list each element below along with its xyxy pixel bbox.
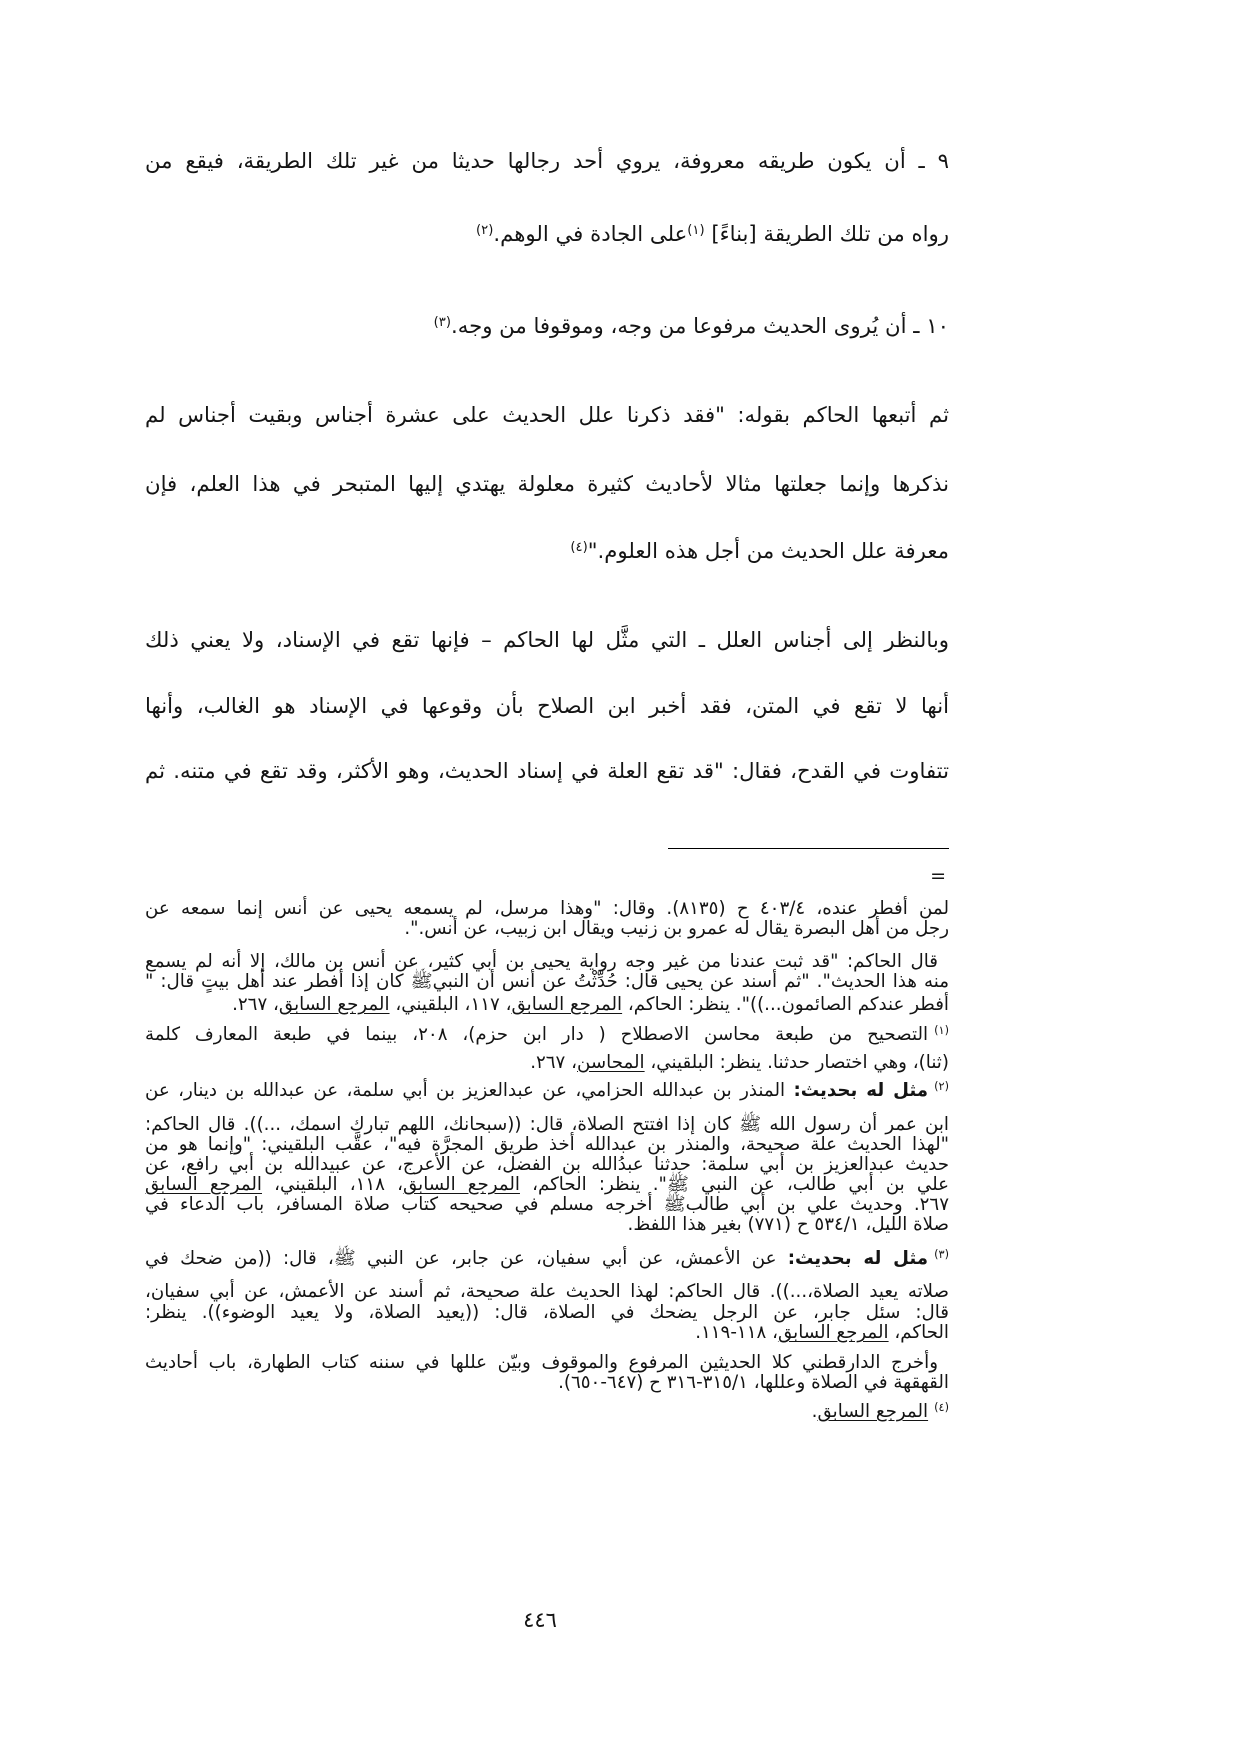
body-line-2 xyxy=(145,215,949,255)
footnote-text: أفطر عندكم الصائمون...))". ينظر: الحاكم، xyxy=(622,994,949,1015)
footnote-3-line-6: القهقهة في الصلاة وعللها، ٣١٥/١-٣١٦ ح (٦٤٧-٦٥٠). xyxy=(558,1372,949,1393)
reference-underlined: المرجع السابق xyxy=(817,1401,929,1422)
footnote-marker-4: (٤) xyxy=(934,1400,949,1414)
footnote-2-line-3: "لهذا الحديث علة صحيحة، والمنذر بن عبدالله أخذ طريق المجرَّة فيه"، عقَّب البلقيني: "وإنما هو من xyxy=(145,1134,949,1155)
body-line-1: ٩ ـ أن يكون طريقه معروفة، يروي أحد رجالها حديثا من غير تلك الطريقة، فيقع من xyxy=(145,149,949,174)
footnote-4-line-1 xyxy=(145,1400,949,1424)
footnote-3-line-2: صلاته يعيد الصلاة،...)). قال الحاكم: لهذا الحديث علة صحيحة، ثم أسند عن الأعمش، عن أبي سفيان، xyxy=(145,1281,949,1302)
footnote-3-line-5: وأخرج الدارقطني كلا الحديثين المرفوع والموقوف وبيّن عللها في سننه كتاب الطهارة، باب أحاديث xyxy=(145,1352,938,1373)
body-line-4: ثم أتبعها الحاكم بقوله: "فقد ذكرنا علل الحديث على عشرة أجناس وبقيت أجناس لم xyxy=(145,403,949,428)
footnote-3-line-3: قال: سئل جابر، عن الرجل يضحك في الصلاة، قال: ((يعيد الصلاة، ولا يعيد الوضوء)). ينظر: xyxy=(145,1302,949,1323)
body-line-9: تتفاوت في القدح، فقال: "قد تقع العلة في إسناد الحديث، وهو الأكثر، وقد تقع في متنه. ثم xyxy=(145,759,949,784)
footnote-marker-2: (٢) xyxy=(934,1079,949,1093)
footnote-text: (ثنا)، وهي اختصار حدثنا. ينظر: البلقيني، xyxy=(644,1052,949,1073)
footnote-carryover-line-2: رجل من أهل البصرة يقال له عمرو بن زنيب ويقال ابن زبيب، عن أنس.". xyxy=(404,918,949,939)
footnote-3-line-1 xyxy=(145,1247,949,1271)
footnote-text: المنذر بن عبدالله الحزامي، عن عبدالعزيز بن أبي سلمة، عن عبدالله بن دينار، عن xyxy=(145,1080,794,1101)
footnote-carryover-line-1: لمن أفطر عنده، ٤٠٣/٤ ح (٨١٣٥). وقال: "وهذا مرسل، لم يسمعه يحيى عن أنس إنما سمعه عن xyxy=(145,898,950,919)
footnote-text: الحاكم، xyxy=(888,1322,949,1343)
footnote-carryover-line-5 xyxy=(145,993,949,1017)
footnote-1-line-1 xyxy=(145,1023,949,1047)
reference-underlined: المرجع السابق xyxy=(777,1322,889,1343)
page-number: ٤٤٦ xyxy=(523,1608,557,1632)
body-text: ١٠ ـ أن يُروى الحديث مرفوعا من وجه، وموقوفا من وجه. xyxy=(450,314,949,339)
footnote-carryover-line-3: قال الحاكم: "قد ثبت عندنا من غير وجه رواية يحيى بن أبي كثير، عن أنس بن مالك، إلا أنه لم يسمع xyxy=(145,951,938,972)
footnote-text: ، ١١٨، البلقيني، xyxy=(261,1174,403,1195)
footnote-ref-3: (٣) xyxy=(433,314,451,330)
footnote-2-line-2: ابن عمر أن رسول الله ﷺ كان إذا افتتح الصلاة، قال: ((سبحانك، اللهم تبارك اسمك، ...)). قال الحاكم: xyxy=(145,1114,949,1135)
footnote-marker-3: (٣) xyxy=(934,1247,949,1261)
continuation-mark: = xyxy=(930,865,946,887)
footnote-text: . xyxy=(811,1401,818,1422)
footnote-separator xyxy=(668,848,949,849)
bold-label: مثل له بحديث: xyxy=(793,1080,929,1101)
body-line-5: نذكرها وإنما جعلتها مثالا لأحاديث كثيرة معلولة يهتدي إليها المتبحر في هذا العلم، فإن xyxy=(145,472,949,497)
reference-underlined: المرجع السابق xyxy=(278,994,390,1015)
body-line-6 xyxy=(145,532,949,572)
footnote-text: عن الأعمش، عن أبي سفيان، عن جابر، عن النبي ﷺ، قال: ((من ضحك في xyxy=(145,1248,788,1269)
footnote-2-line-6: ٢٦٧. وحديث علي بن أبي طالبﷺ أخرجه مسلم في صحيحه كتاب صلاة المسافر، باب الدعاء في xyxy=(145,1194,949,1215)
body-line-8: أنها لا تقع في المتن، فقد أخبر ابن الصلاح بأن وقوعها في الإسناد هو الغالب، وأنها xyxy=(145,694,949,719)
body-text: رواه من تلك الطريقة [بناءً] xyxy=(704,222,949,247)
footnote-marker-1: (١) xyxy=(934,1023,949,1037)
footnote-ref-2: (٢) xyxy=(476,222,494,238)
footnote-2-line-4: حديث عبدالعزيز بن أبي سلمة: حدثنا عبدُالله بن الفضل، عن الأعرج، عن عبيدالله بن أبي رافع، عن xyxy=(145,1154,949,1175)
footnote-2-line-1 xyxy=(145,1079,949,1103)
reference-underlined: المحاسن xyxy=(577,1052,645,1073)
reference-underlined: المرجع السابق xyxy=(402,1174,520,1195)
reference-underlined: المرجع السابق xyxy=(511,994,623,1015)
body-line-3 xyxy=(145,307,949,347)
reference-underlined: المرجع السابق xyxy=(145,1174,262,1195)
footnote-text: ، ٢٦٧. xyxy=(530,1052,578,1073)
footnote-carryover-line-4: منه هذا الحديث". "ثم أسند عن يحيى قال: حُدِّثْتُ عن أنس أن النبيﷺ كان إذا أفطر عند أهل بيتٍ قال: " xyxy=(145,971,949,992)
footnote-text: علي بن أبي طالب، عن النبي ﷺ". ينظر: الحاكم، xyxy=(519,1174,949,1195)
footnote-1-line-2 xyxy=(145,1051,949,1075)
bold-label: مثل له بحديث: xyxy=(787,1248,929,1269)
footnote-ref-4: (٤) xyxy=(570,539,588,555)
body-text: على الجادة في الوهم. xyxy=(493,222,688,247)
footnote-text: ، ١١٧، البلقيني، xyxy=(389,994,512,1015)
footnote-text: ، ١١٨-١١٩. xyxy=(695,1322,778,1343)
footnote-text: التصحيح من طبعة محاسن الاصطلاح ( دار ابن حزم)، ٢٠٨، بينما في طبعة المعارف كلمة xyxy=(145,1024,929,1045)
footnote-ref-1: (١) xyxy=(687,222,705,238)
footnote-text: ، ٢٦٧. xyxy=(232,994,279,1015)
footnote-3-line-4 xyxy=(145,1321,949,1345)
body-line-7: وبالنظر إلى أجناس العلل ـ التي مثَّل لها الحاكم – فإنها تقع في الإسناد، ولا يعني ذلك xyxy=(145,628,949,653)
footnote-2-line-7: صلاة الليل، ٥٣٤/١ ح (٧٧١) بغير هذا اللفظ. xyxy=(627,1214,949,1235)
body-text: معرفة علل الحديث من أجل هذه العلوم." xyxy=(587,539,949,564)
